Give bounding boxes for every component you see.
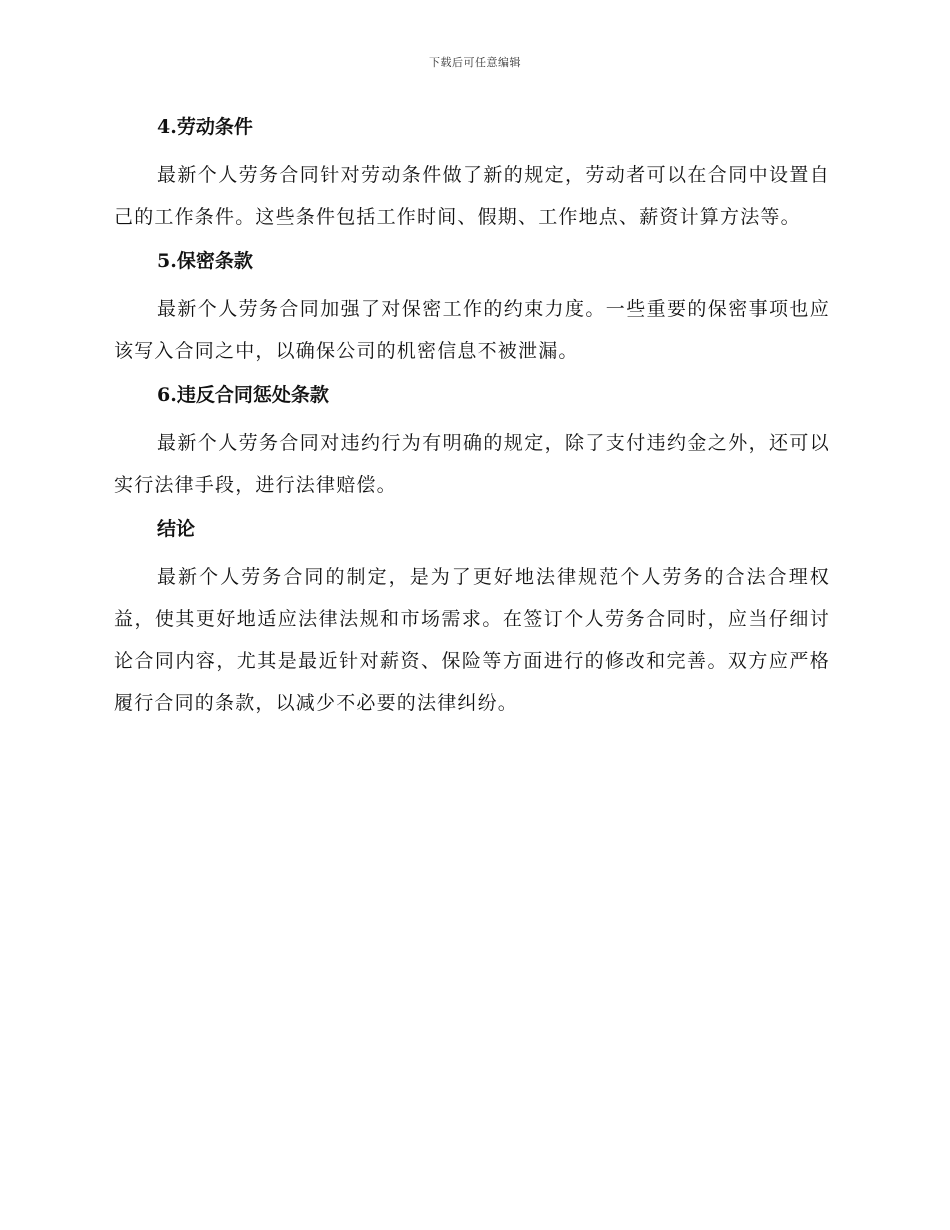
section-heading: 6.违反合同惩处条款 [157,384,329,406]
section-paragraph: 最新个人劳务合同针对劳动条件做了新的规定，劳动者可以在合同中设置自己的工作条件。这些条件包括工作时间、假期、工作地点、薪资计算方法等。 [114,164,830,228]
section-paragraph: 最新个人劳务合同加强了对保密工作的约束力度。一些重要的保密事项也应该写入合同之中，以确保公司的机密信息不被泄漏。 [114,298,830,362]
section-labor-conditions [114,112,830,238]
section-paragraph: 最新个人劳务合同的制定，是为了更好地法律规范个人劳务的合法合理权益，使其更好地适应法律法规和市场需求。在签订个人劳务合同时，应当仔细讨论合同内容，尤其是最近针对薪资、保险等方面进行的修改和完善。双方应严格履行合同的条款，以减少不必要的法律纠纷。 [114,566,830,714]
section-paragraph: 最新个人劳务合同对违约行为有明确的规定，除了支付违约金之外，还可以实行法律手段，进行法律赔偿。 [114,432,830,496]
section-confidentiality [114,246,830,372]
section-conclusion [114,514,830,724]
document-body [114,112,830,732]
section-heading: 4.劳动条件 [157,116,253,138]
page-header-note: 下载后可任意编辑 [429,56,521,69]
section-breach-penalty [114,380,830,506]
section-heading: 5.保密条款 [157,250,253,272]
section-heading: 结论 [157,518,196,540]
